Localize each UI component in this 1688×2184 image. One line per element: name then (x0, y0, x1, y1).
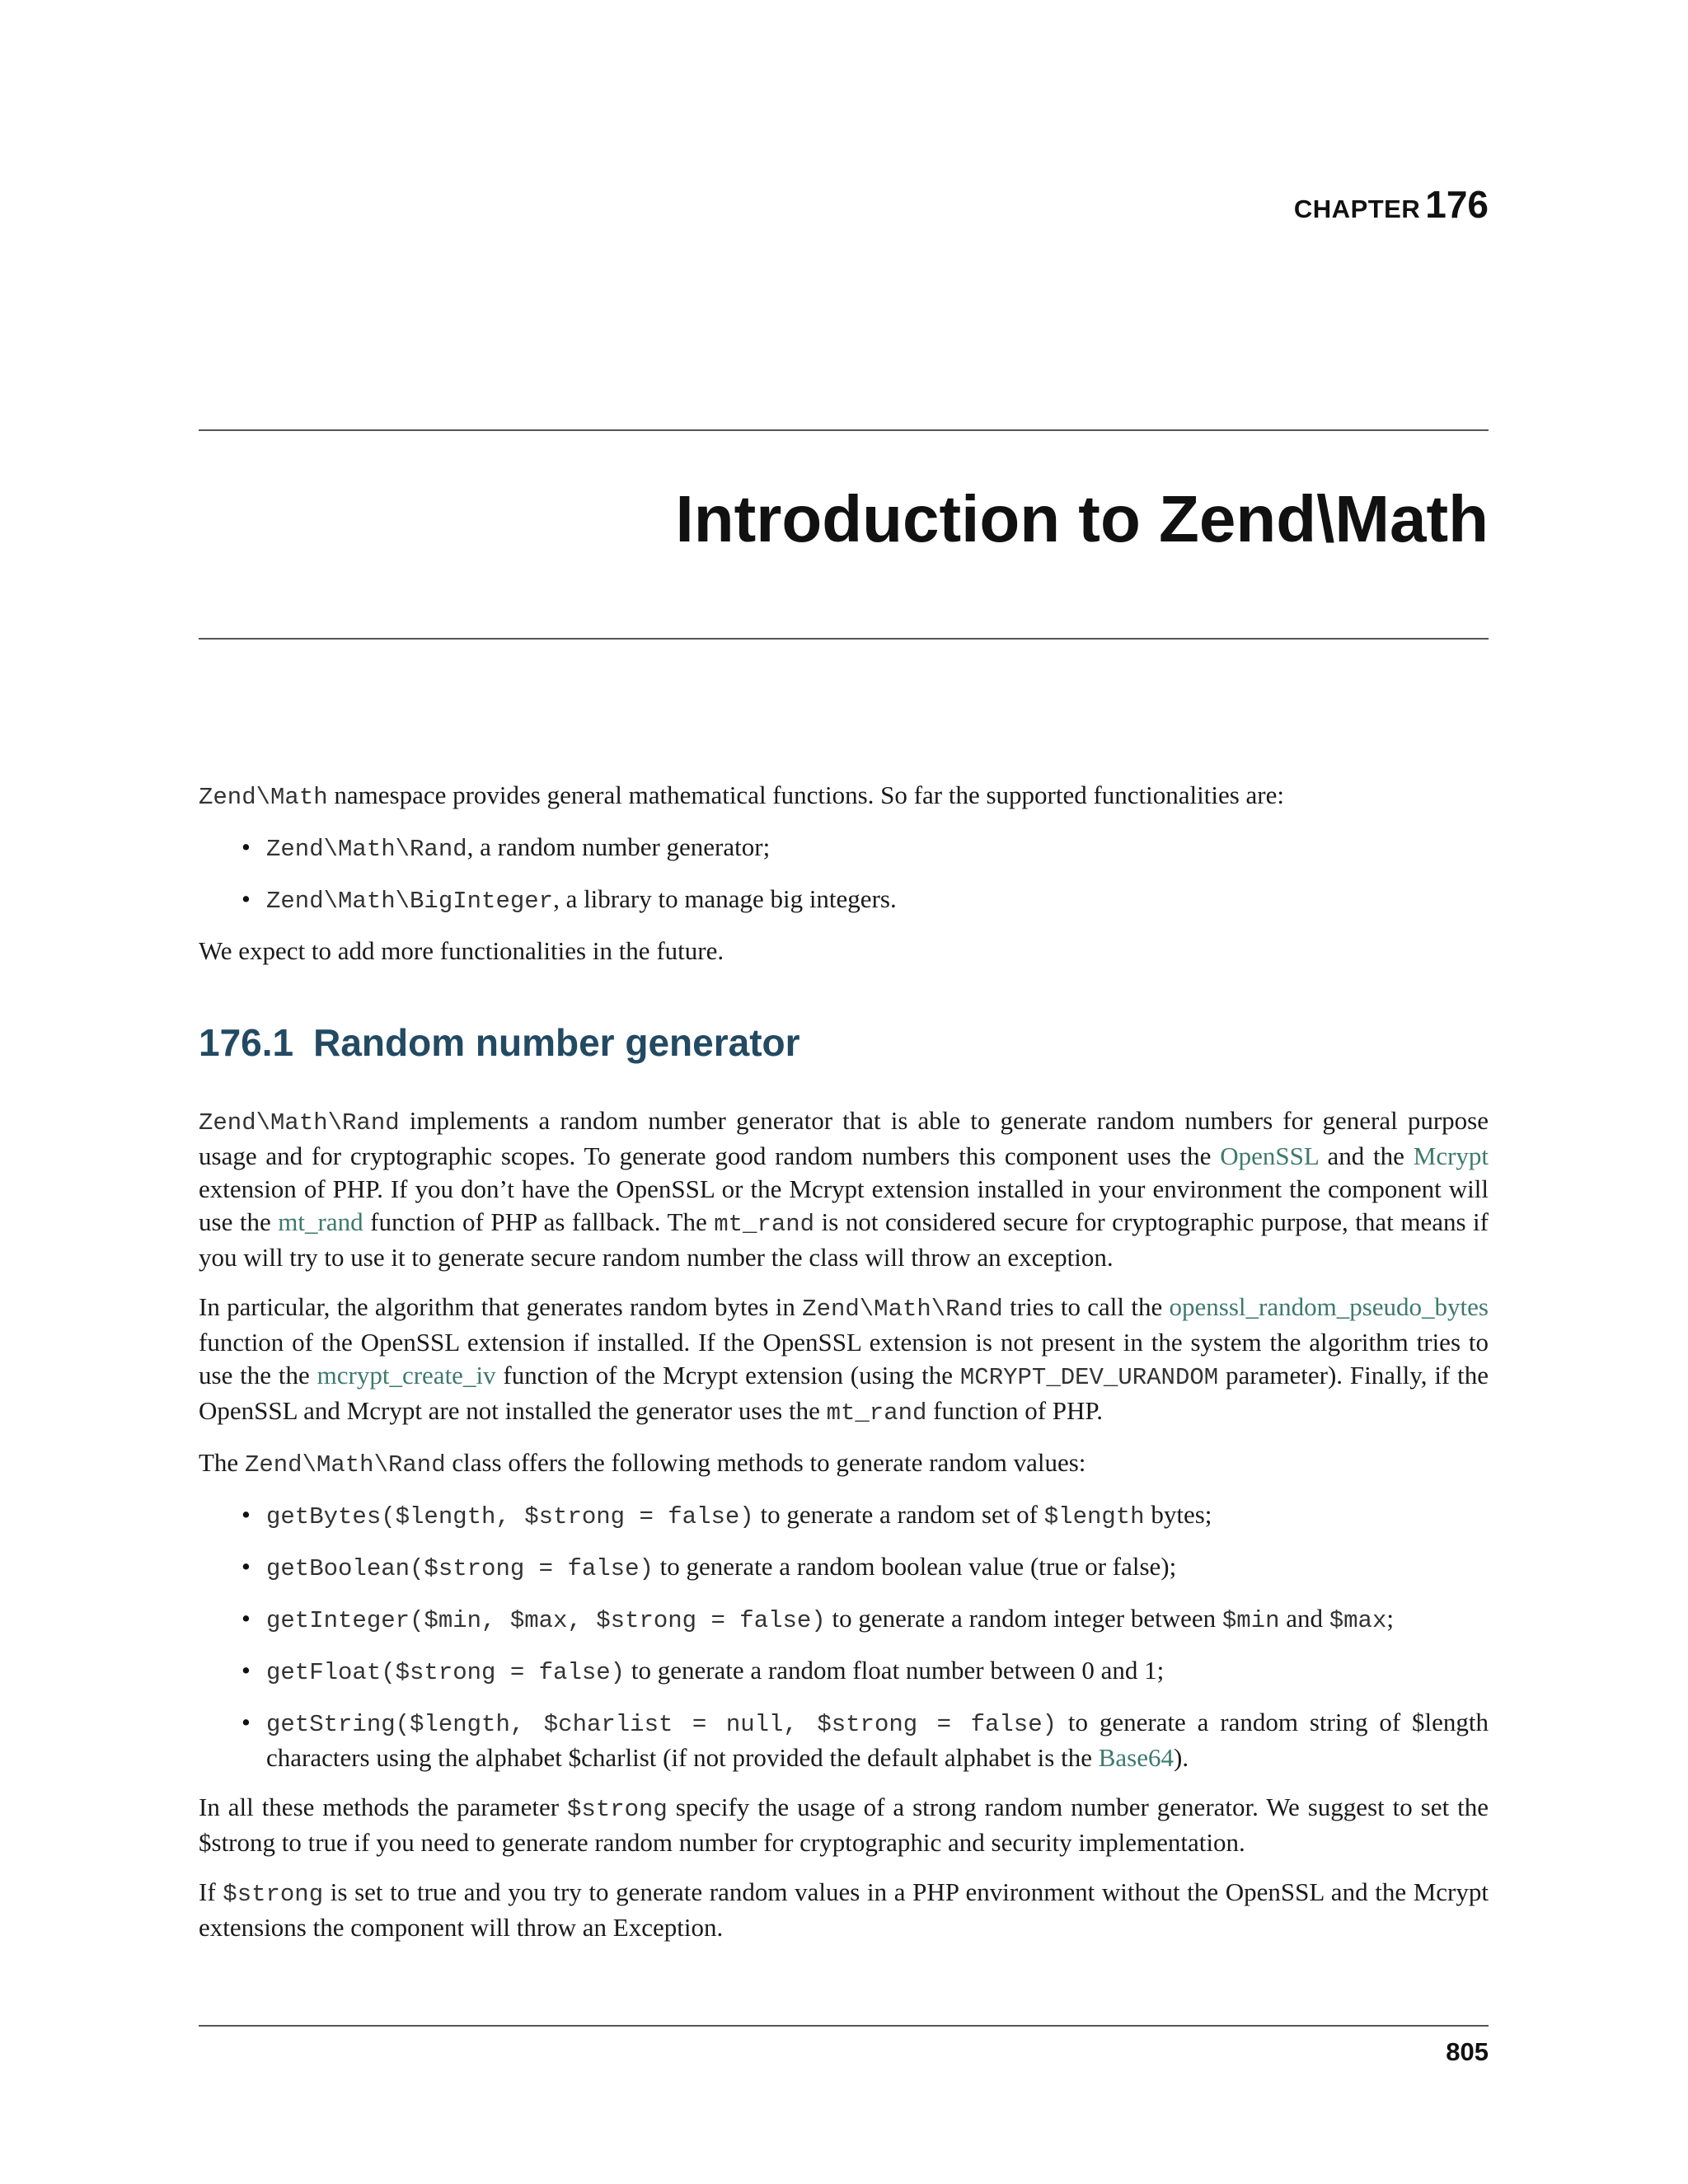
mcrypt-create-iv-link[interactable]: mcrypt_create_iv (316, 1361, 496, 1390)
mcrypt-link[interactable]: Mcrypt (1413, 1141, 1489, 1170)
methods-list (199, 1498, 1489, 1774)
chapter-title: Introduction to Zend\Math (675, 482, 1489, 555)
footer-rule (199, 2025, 1489, 2027)
list-item: • getBytes($length, $strong = false) to generate a random set of $length bytes; (199, 1498, 1489, 1534)
section-title: Random number generator (313, 1021, 800, 1064)
paragraph-methods-intro: The Zend\Math\Rand class offers the following methods to generate random values: (199, 1448, 1086, 1479)
title-rule-top (199, 429, 1489, 431)
openssl-link[interactable]: OpenSSL (1220, 1141, 1319, 1170)
list-item: • Zend\Math\Rand, a random number generator; (199, 831, 1489, 866)
chapter-label (1293, 183, 1489, 226)
functionality-list (199, 831, 1489, 918)
section-heading (199, 1019, 1489, 1066)
title-rule-bottom (199, 638, 1489, 640)
list-item: • Zend\Math\BigInteger, a library to manage big integers. (199, 883, 1489, 918)
paragraph-algorithm: In particular, the algorithm that generates random bytes in Zend\Math\Rand tries to call the openssl_random_pseudo_bytes function of the OpenSSL extension if installed. If the OpenSSL extension is not present in the system the algorithm tries to use the the mcrypt_create_iv function of the Mcrypt extension (using the MCRYPT_DEV_URANDOM parameter). Finally, if the OpenSSL and Mcrypt are not installed the generator uses the mt_rand function of PHP. (199, 1292, 1489, 1427)
list-item: • getBoolean($strong = false) to generate a random boolean value (true or false); (199, 1550, 1489, 1586)
intro-paragraph: Zend\Math namespace provides general mathematical functions. So far the supported functionalities are: (199, 780, 1285, 811)
list-item: • getString($length, $charlist = null, $strong = false) to generate a random string of $length characters using the alphabet $charlist (if not provided the default alphabet is the Base64). (199, 1706, 1489, 1774)
paragraph-rand-overview: Zend\Math\Rand implements a random number generator that is able to generate random numbers for general purpose usage and for cryptographic scopes. To generate good random numbers this component uses the OpenSSL and the Mcrypt extension of PHP. If you don’t have the OpenSSL or the Mcrypt extension installed in your environment the component will use the mt_rand function of PHP as fallback. The mt_rand is not considered secure for cryptographic purpose, that means if you will try to use it to generate secure random number the class will throw an exception. (199, 1106, 1489, 1272)
mt-rand-link[interactable]: mt_rand (278, 1207, 363, 1236)
document-page (199, 0, 1489, 2184)
intro-closing: We expect to add more functionalities in the future. (199, 936, 724, 965)
chapter-number: 176 (1425, 183, 1489, 226)
paragraph-exception: If $strong is set to true and you try to generate random values in a PHP environment without the OpenSSL and the Mcrypt extensions the component will throw an Exception. (199, 1877, 1489, 1942)
list-item: • getFloat($strong = false) to generate a random float number between 0 and 1; (199, 1654, 1489, 1690)
code-namespace: Zend\Math (199, 784, 328, 811)
page-number: 805 (1446, 2037, 1489, 2066)
chapter-body (199, 779, 1489, 1961)
list-item: • getInteger($min, $max, $strong = false) to generate a random integer between $min and $max; (199, 1602, 1489, 1638)
paragraph-strong-param: In all these methods the parameter $strong specify the usage of a strong random number generator. We suggest to set the $strong to true if you need to generate random number for cryptographic and security implementation. (199, 1793, 1489, 1857)
openssl-random-pseudo-bytes-link[interactable]: openssl_random_pseudo_bytes (1169, 1292, 1489, 1321)
section-number: 176.1 (199, 1021, 294, 1064)
chapter-word: CHAPTER (1293, 194, 1421, 223)
base64-link[interactable]: Base64 (1098, 1743, 1174, 1772)
